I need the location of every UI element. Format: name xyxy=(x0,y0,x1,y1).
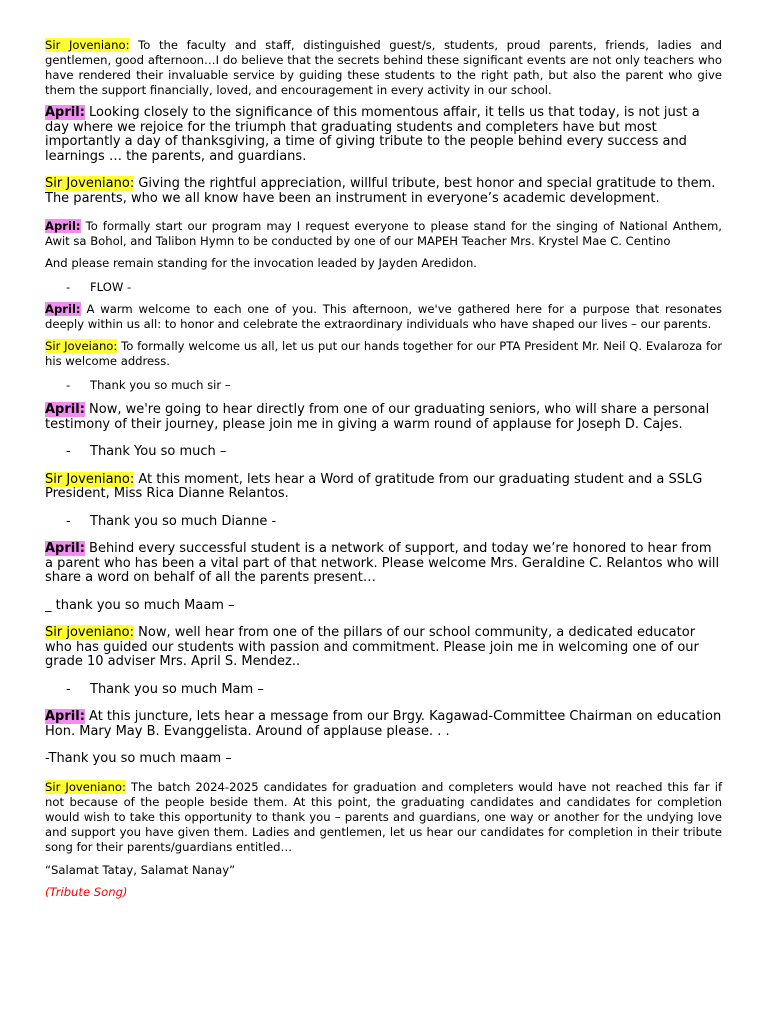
paragraph-8 xyxy=(45,403,722,432)
speaker-label: April: xyxy=(45,302,81,316)
paragraph-text: Giving the rightful appreciation, willful tribute, best honor and special gratitude to them. The parents, who we all know have been an instrument in everyone’s academic development. xyxy=(45,176,716,206)
paragraph-6 xyxy=(45,302,722,332)
paragraph-text: Now, well hear from one of the pillars of our school community, a dedicated educator who has guided our students with passion and commitment. Please join me in welcoming one of our grade 10 adviser Mrs. April S. Mendez.. xyxy=(45,625,699,669)
bullet-dash: - xyxy=(66,681,71,697)
paragraph-12 xyxy=(45,626,722,670)
bullet-dash: - xyxy=(66,280,71,294)
paragraph-text: To the faculty and staff, distinguished guest/s, students, proud parents, friends, ladies and gentlemen, good afternoon…I do believe that the secrets behind these significant events are not only teachers who have rendered their invaluable service by guiding these students to the right path, but also the parent who give them the support financially, loved, and encouragement in every activity in our school. xyxy=(45,38,723,97)
paragraph-text: “Salamat Tatay, Salamat Nanay” xyxy=(45,862,236,877)
bullet-text: Thank You so much – xyxy=(90,444,227,459)
speaker-label: Sir Joveniano: xyxy=(45,471,135,487)
speaker-label: Sir Joveniano: xyxy=(45,38,130,52)
paragraph-text: At this moment, lets hear a Word of gratitude from our graduating student and a SSLG President, Miss Rica Dianne Relantos. xyxy=(45,471,703,501)
paragraph-text: Now, we're going to hear directly from one of our graduating seniors, who will share a personal testimony of their journey, please join me in giving a warm round of applause for Joseph D. Cajes. xyxy=(45,402,710,432)
paragraph-text: (Tribute Song) xyxy=(45,884,128,899)
paragraph-2 xyxy=(45,106,722,164)
speaker-label: Sir joveniano: xyxy=(45,625,134,640)
paragraph-14 xyxy=(45,752,722,767)
bullet-text: Thank you so much Mam – xyxy=(90,681,264,697)
paragraph-text: At this juncture, lets hear a message from our Brgy. Kagawad-Committee Chairman on education Hon. Mary May B. Evanggelista. Around of applause please. . . xyxy=(45,709,722,739)
paragraph-text: To formally welcome us all, let us put our hands together for our PTA President Mr. Neil Q. Evalaroza for his welcome address. xyxy=(45,339,722,368)
speaker-label: Sir Joveiano: xyxy=(45,339,118,353)
paragraph-5 xyxy=(45,256,722,271)
paragraph-text: To formally start our program may I request everyone to please stand for the singing of National Anthem, Awit sa Bohol, and Talibon Hymn to be conducted by one of our MAPEH Teacher Mrs. Krystel Mae C. Centino xyxy=(45,219,722,248)
bullet-item xyxy=(45,515,722,530)
speaker-label: April: xyxy=(45,402,85,417)
bullet-text: Thank you so much Dianne - xyxy=(90,513,277,529)
bullet-item xyxy=(45,378,722,393)
paragraph-4 xyxy=(45,219,722,249)
paragraph-text: A warm welcome to each one of you. This afternoon, we've gathered here for a purpose that resonates deeply within us all: to honor and celebrate the extraordinary individuals who have shaped our lives – our parents. xyxy=(45,302,722,331)
bullet-dash: - xyxy=(66,378,71,392)
paragraph-13 xyxy=(45,710,722,739)
paragraph-11 xyxy=(45,599,722,614)
paragraph-text: _ thank you so much Maam – xyxy=(45,597,235,613)
paragraph-text: Behind every successful student is a network of support, and today we’re honored to hear from a parent who has been a vital part of that network. Please welcome Mrs. Geraldine C. Relantos who will share a word on behalf of all the parents present… xyxy=(45,541,720,585)
bullet-text: FLOW - xyxy=(90,280,132,294)
paragraph-text: And please remain standing for the invocation leaded by Jayden Aredidon. xyxy=(45,256,477,270)
speaker-label: Sir Joveniano: xyxy=(45,779,126,794)
tribute-song-note xyxy=(45,885,722,900)
paragraph-text: -Thank you so much maam – xyxy=(45,751,232,766)
bullet-item xyxy=(45,280,722,295)
paragraph-1 xyxy=(45,38,722,98)
song-title xyxy=(45,863,722,878)
document-page xyxy=(45,38,722,900)
bullet-item xyxy=(45,683,722,698)
paragraph-text: The batch 2024-2025 candidates for graduation and completers would have not reached this far if not because of the people beside them. At this point, the graduating candidates and candidates for completion would wish to take this opportunity to thank you – parents and guardians, one way or another for the undying love and support you have given them. Ladies and gentlemen, let us hear our candidates for completion in their tribute song for their parents/guardians entitled… xyxy=(45,779,723,854)
bullet-dash: - xyxy=(66,444,71,459)
paragraph-text: Looking closely to the significance of this momentous affair, it tells us that today, is not just a day where we rejoice for the triumph that graduating students and completers have but most importantly a day of thanksgiving, a time of giving tribute to the people behind every success and learnings … the parents, and guardians. xyxy=(45,105,700,164)
paragraph-9 xyxy=(45,473,722,502)
paragraph-10 xyxy=(45,542,722,586)
paragraph-3 xyxy=(45,177,722,206)
speaker-label: April: xyxy=(45,709,85,724)
paragraph-15 xyxy=(45,780,722,855)
speaker-label: April: xyxy=(45,541,85,556)
speaker-label: April: xyxy=(45,105,85,120)
speaker-label: April: xyxy=(45,219,81,233)
bullet-item xyxy=(45,445,722,460)
bullet-text: Thank you so much sir – xyxy=(90,378,231,392)
paragraph-7 xyxy=(45,339,722,369)
speaker-label: Sir Joveniano: xyxy=(45,176,135,191)
bullet-dash: - xyxy=(66,513,71,529)
